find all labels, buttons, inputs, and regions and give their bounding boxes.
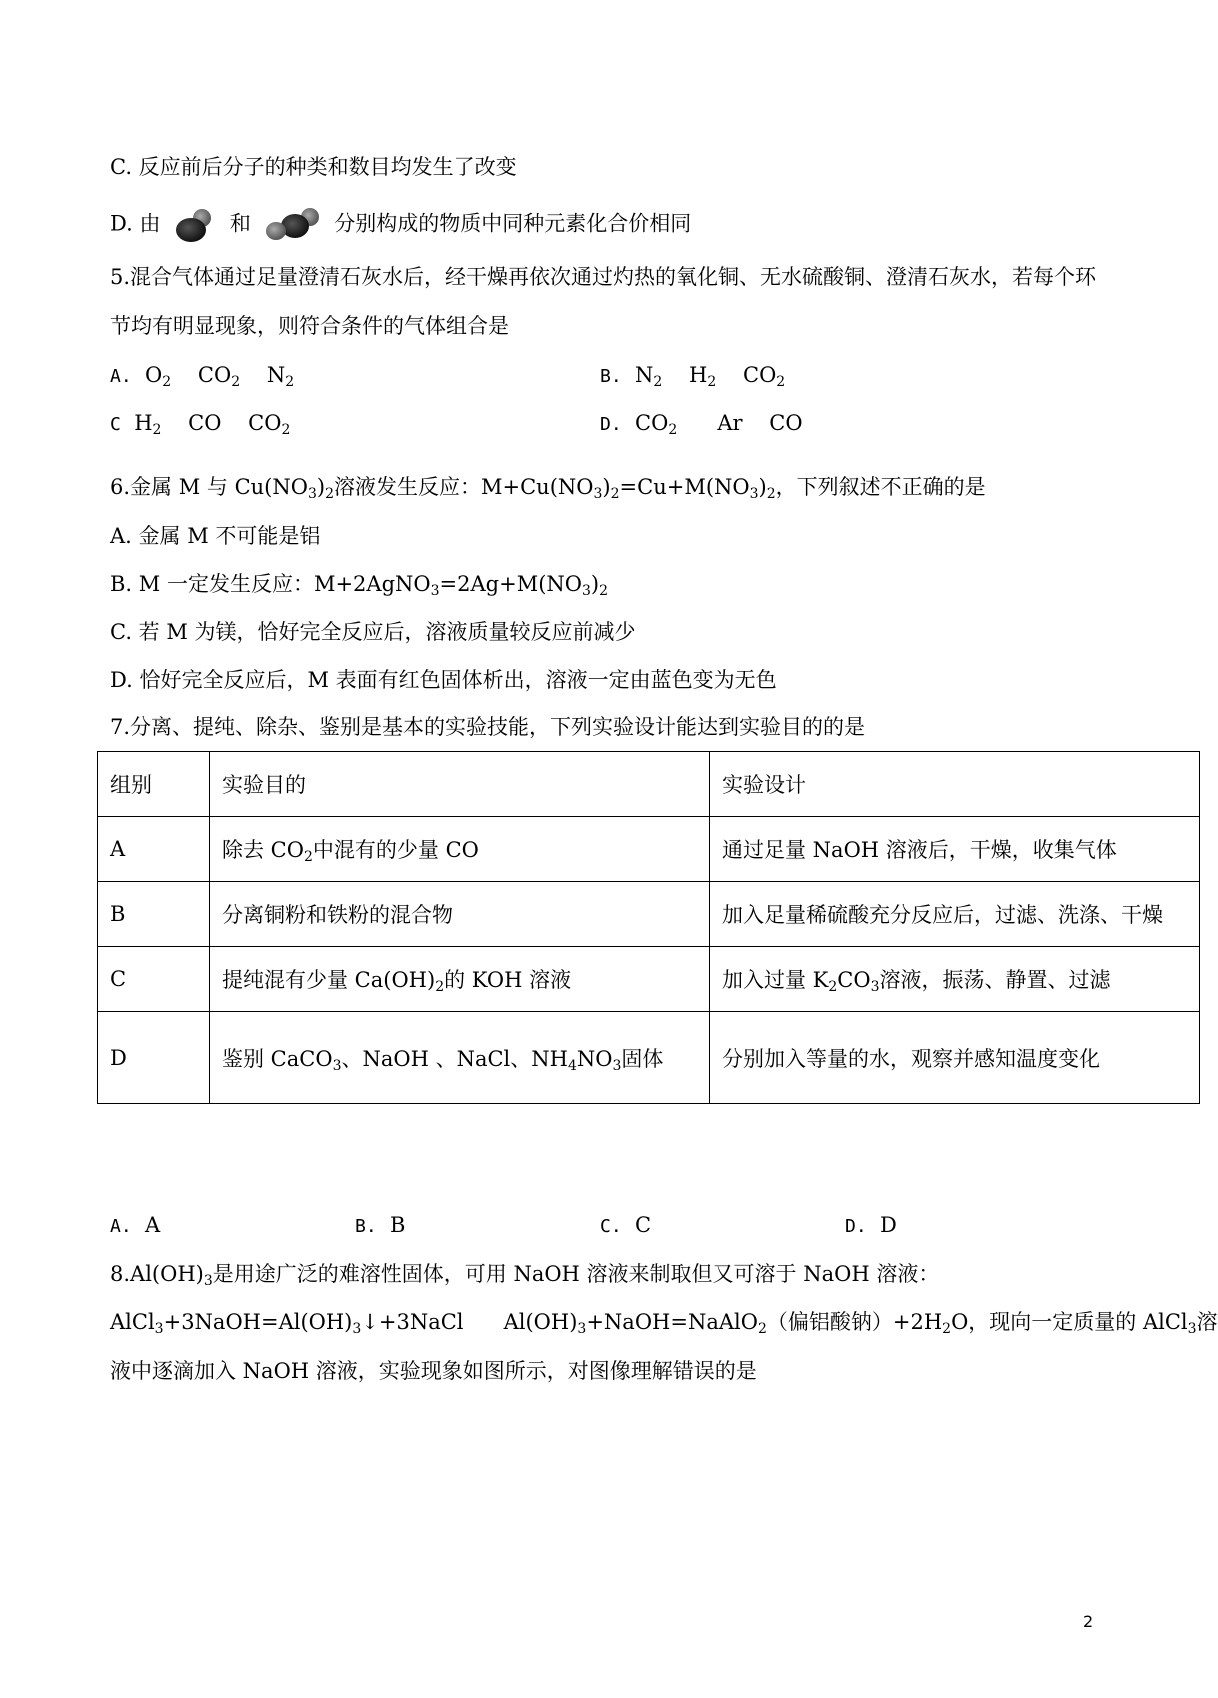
cell-design: 分别加入等量的水，观察并感知温度变化 [710,1012,1200,1104]
table-header-row [98,752,1200,817]
q5-option-a: A. $O_2$ $CO_2$ $N_2$ [110,363,295,390]
page-number: 2 [1083,1612,1094,1631]
cell-goal: 分离铜粉和铁粉的混合物 [210,882,710,947]
q4-option-d: D. 由 和 分别构成的物质中同种元素化合价相同 [110,208,691,242]
q8-line3: 液中逐滴加入 NaOH 溶液，实验现象如图所示，对图像理解错误的是 [110,1359,757,1383]
cell-group: D [98,1012,210,1104]
q6-option-c: C. 若 M 为镁，恰好完全反应后，溶液质量较反应前减少 [110,620,636,644]
q8-line2: $AlCl_3+3NaOH=Al(OH)_3↓+3NaCl$ $Al(OH)_3+NaOH=NaAlO_2$（偏铝酸钠）$+2H_2O$，现向一定质量的 AlCl$_3$溶 [110,1310,1218,1337]
header-group: 组别 [98,752,210,817]
q7-answer-d: D. D [845,1213,897,1237]
q5-option-c: C $H_2$ CO $CO_2$ [110,411,291,438]
q8-line1: $8.Al(OH)_3$是用途广泛的难溶性固体，可用 NaOH 溶液来制取但又可溶于 NaOH 溶液： [110,1262,940,1289]
q7-stem: 7.分离、提纯、除杂、鉴别是基本的实验技能，下列实验设计能达到实验目的的是 [110,715,866,739]
cell-group: C [98,947,210,1012]
q6-stem: 6.金属 M 与 $Cu(NO_3)_2$溶液发生反应：$M+Cu(NO_3)_2=Cu+M(NO_3)_2$，下列叙述不正确的是 [110,475,986,502]
q4-option-c: C. 反应前后分子的种类和数目均发生了改变 [110,155,517,179]
experiment-table [97,751,1200,1104]
cell-group: A [98,817,210,882]
cell-design: 加入足量稀硫酸充分反应后，过滤、洗涤、干燥 [710,882,1200,947]
cell-goal: 鉴别 CaCO$_3$、NaOH 、NaCl、$NH_4NO_3$固体 [210,1012,710,1104]
molecule-image-1 [173,208,217,242]
table-row [98,882,1200,947]
table-row [98,947,1200,1012]
cell-group: B [98,882,210,947]
molecule-image-2 [264,208,322,242]
cell-design: 加入过量 $K_2CO_3$溶液，振荡、静置、过滤 [710,947,1200,1012]
header-goal: 实验目的 [210,752,710,817]
q5-stem-line2: 节均有明显现象，则符合条件的气体组合是 [110,314,509,338]
q7-answer-b: B. B [355,1213,406,1237]
q5-option-b: B. $N_2$ $H_2$ $CO_2$ [600,363,786,390]
table-row [98,817,1200,882]
header-design: 实验设计 [710,752,1200,817]
nh4-subscript: 4 [567,1057,577,1074]
q6-option-b: B. M 一定发生反应：$M+2AgNO_3=2Ag+M(NO_3)_2$ [110,572,609,599]
table-row [98,1012,1200,1104]
cell-goal: 提纯混有少量 $Ca(OH)_2$的 KOH 溶液 [210,947,710,1012]
q7-answer-a: A. A [110,1213,161,1237]
cell-goal: 除去 $CO_2$中混有的少量 CO [210,817,710,882]
q5-option-d: D. $CO_2$ Ar CO [600,411,803,438]
q7-answer-c: C. C [600,1213,652,1237]
q5-stem-line1: 5.混合气体通过足量澄清石灰水后，经干燥再依次通过灼热的氧化铜、无水硫酸铜、澄清石灰水，若每个环 [110,265,1097,289]
cell-design: 通过足量 NaOH 溶液后，干燥，收集气体 [710,817,1200,882]
q6-option-d: D. 恰好完全反应后，M 表面有红色固体析出，溶液一定由蓝色变为无色 [110,668,777,692]
q6-option-a: A. 金属 M 不可能是铝 [110,524,321,548]
